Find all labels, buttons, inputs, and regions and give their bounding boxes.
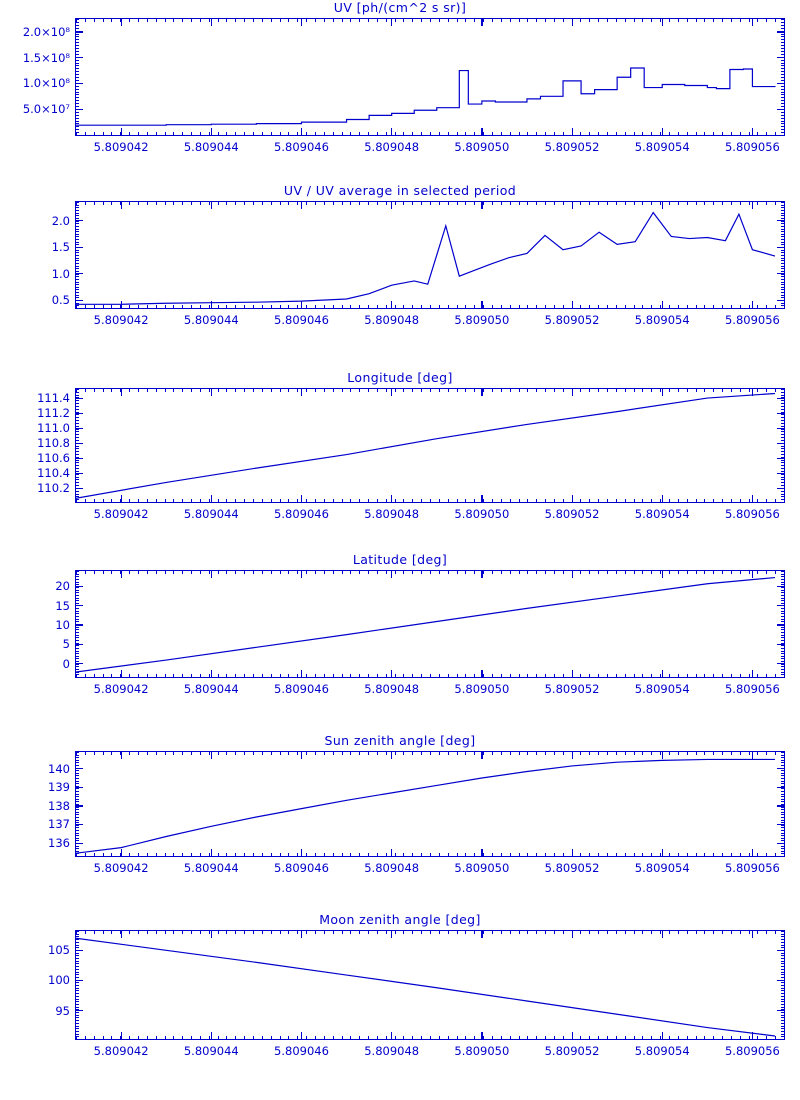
x-tick-label: 5.809050 xyxy=(454,507,510,521)
x-tick-label: 5.809050 xyxy=(454,140,510,154)
y-tick-label: 20 xyxy=(55,579,70,594)
y-tick-label: 5 xyxy=(62,637,70,652)
y-minor-tick xyxy=(76,502,79,503)
x-tick-label: 5.809044 xyxy=(183,507,239,521)
y-tick-label: 95 xyxy=(55,1003,70,1018)
plot-area-latitude xyxy=(55,570,785,696)
y-axis-labels xyxy=(4,389,76,502)
x-minor-tick xyxy=(784,931,785,934)
x-tick-label: 5.809056 xyxy=(724,682,780,696)
panel-title: UV / UV average in selected period xyxy=(283,183,517,198)
x-tick-label: 5.809056 xyxy=(724,861,780,875)
x-tick-label: 5.809052 xyxy=(544,313,600,327)
x-axis-labels xyxy=(76,308,784,328)
x-tick-label: 5.809054 xyxy=(634,140,690,154)
y-tick-label: 10 xyxy=(55,617,70,632)
x-minor-tick xyxy=(784,389,785,392)
x-tick-label: 5.809044 xyxy=(183,313,239,327)
x-minor-tick xyxy=(784,1036,785,1039)
x-tick-label: 5.809048 xyxy=(364,140,420,154)
y-minor-tick xyxy=(76,1039,79,1040)
data-series xyxy=(76,389,784,502)
y-tick-label: 136 xyxy=(48,836,70,850)
data-series xyxy=(76,752,784,856)
x-tick-label: 5.809052 xyxy=(544,1044,600,1058)
x-tick-label: 5.809048 xyxy=(364,861,420,875)
y-tick-label: 137 xyxy=(48,817,70,832)
x-axis-labels xyxy=(76,1039,784,1059)
data-series xyxy=(76,202,784,308)
x-tick-label: 5.809048 xyxy=(364,682,420,696)
y-minor-tick xyxy=(76,856,79,857)
y-tick-label: 105 xyxy=(48,943,70,958)
y-axis-labels xyxy=(4,931,76,1039)
y-tick-label: 5.0×10⁷ xyxy=(22,102,70,117)
x-tick-label: 5.809054 xyxy=(634,861,690,875)
plot-area-moon-zenith-angle xyxy=(48,930,785,1058)
x-tick-label: 5.809048 xyxy=(364,313,420,327)
y-minor-tick xyxy=(781,308,784,309)
y-axis-labels xyxy=(4,752,76,856)
data-series xyxy=(76,571,784,677)
y-tick-label: 110.2 xyxy=(37,481,70,496)
x-tick-label: 5.809052 xyxy=(544,682,600,696)
y-tick-label: 100 xyxy=(48,973,70,988)
y-minor-tick xyxy=(781,502,784,503)
x-tick-label: 5.809056 xyxy=(724,507,780,521)
x-tick-label: 5.809056 xyxy=(724,140,780,154)
y-minor-tick xyxy=(76,135,79,136)
panel-title: Sun zenith angle [deg] xyxy=(324,733,476,748)
y-tick-label: 0 xyxy=(62,656,70,671)
y-tick-label: 111.4 xyxy=(37,391,70,406)
y-tick-label: 138 xyxy=(48,798,70,813)
plot-area-longitude xyxy=(37,388,785,521)
y-tick-label: 1.0×10⁸ xyxy=(22,76,70,91)
y-tick-label: 139 xyxy=(48,780,70,795)
x-minor-tick xyxy=(784,132,785,135)
x-tick-label: 5.809054 xyxy=(634,1044,690,1058)
x-tick-label: 5.809052 xyxy=(544,507,600,521)
x-axis-labels xyxy=(76,677,784,697)
y-minor-tick xyxy=(76,308,79,309)
y-axis-labels xyxy=(4,571,76,677)
x-tick-label: 5.809046 xyxy=(274,313,329,327)
x-tick-label: 5.809046 xyxy=(274,140,329,154)
panel-title: UV [ph/(cm^2 s sr)] xyxy=(333,0,467,15)
x-minor-tick xyxy=(784,19,785,22)
x-tick-label: 5.809044 xyxy=(183,682,239,696)
y-minor-tick xyxy=(781,856,784,857)
x-tick-label: 5.809046 xyxy=(274,861,329,875)
x-tick-label: 5.809052 xyxy=(544,861,600,875)
x-axis-labels xyxy=(76,502,784,522)
y-axis-labels xyxy=(4,202,76,308)
x-axis-labels xyxy=(76,135,784,155)
y-tick-label: 110.4 xyxy=(37,466,70,481)
y-minor-tick xyxy=(781,135,784,136)
x-minor-tick xyxy=(784,499,785,502)
x-tick-label: 5.809046 xyxy=(274,1044,329,1058)
x-tick-label: 5.809046 xyxy=(274,507,329,521)
y-tick-label: 2.0×10⁸ xyxy=(22,24,70,39)
x-tick-label: 5.809054 xyxy=(634,313,690,327)
x-tick-label: 5.809042 xyxy=(93,507,149,521)
y-tick-label: 1.0 xyxy=(51,266,70,281)
x-tick-label: 5.809050 xyxy=(454,313,510,327)
x-minor-tick xyxy=(784,853,785,856)
y-tick-label: 1.5×10⁸ xyxy=(22,50,70,65)
panel-title: Longitude [deg] xyxy=(347,370,453,385)
y-tick-label: 111.0 xyxy=(37,421,70,436)
y-tick-label: 110.6 xyxy=(37,451,70,466)
plot-area-sun-zenith-angle xyxy=(48,751,785,875)
y-tick-label: 140 xyxy=(48,761,70,776)
x-minor-tick xyxy=(784,674,785,677)
plot-area-uv-ratio xyxy=(51,201,785,327)
x-axis-labels xyxy=(76,856,784,876)
y-minor-tick xyxy=(781,1039,784,1040)
x-tick-label: 5.809044 xyxy=(183,861,239,875)
x-minor-tick xyxy=(784,752,785,755)
data-series xyxy=(76,931,784,1039)
x-tick-label: 5.809056 xyxy=(724,313,780,327)
x-tick-label: 5.809042 xyxy=(93,313,149,327)
y-tick-label: 2.0 xyxy=(51,213,70,228)
y-tick-label: 110.8 xyxy=(37,436,70,451)
x-tick-label: 5.809046 xyxy=(274,682,329,696)
x-tick-label: 5.809048 xyxy=(364,507,420,521)
x-tick-label: 5.809048 xyxy=(364,1044,420,1058)
x-tick-label: 5.809050 xyxy=(454,861,510,875)
y-tick-label: 111.2 xyxy=(37,406,70,421)
y-tick-label: 15 xyxy=(55,598,70,613)
x-minor-tick xyxy=(784,305,785,308)
panel-title: Moon zenith angle [deg] xyxy=(319,912,481,927)
x-tick-label: 5.809054 xyxy=(634,507,690,521)
x-tick-label: 5.809042 xyxy=(93,682,149,696)
y-tick-label: 1.5 xyxy=(51,240,70,255)
x-tick-label: 5.809042 xyxy=(93,1044,149,1058)
x-tick-label: 5.809044 xyxy=(183,1044,239,1058)
x-minor-tick xyxy=(784,202,785,205)
panel-title: Latitude [deg] xyxy=(352,552,448,567)
y-tick-label: 0.5 xyxy=(51,293,70,308)
y-minor-tick xyxy=(76,677,79,678)
x-tick-label: 5.809050 xyxy=(454,1044,510,1058)
x-tick-label: 5.809054 xyxy=(634,682,690,696)
x-tick-label: 5.809042 xyxy=(93,861,149,875)
x-tick-label: 5.809056 xyxy=(724,1044,780,1058)
x-tick-label: 5.809052 xyxy=(544,140,600,154)
x-tick-label: 5.809050 xyxy=(454,682,510,696)
plot-area-uv-radiance xyxy=(22,18,785,154)
x-minor-tick xyxy=(784,571,785,574)
data-series xyxy=(76,19,784,135)
x-tick-label: 5.809042 xyxy=(93,140,149,154)
y-minor-tick xyxy=(781,677,784,678)
x-tick-label: 5.809044 xyxy=(183,140,239,154)
y-axis-labels xyxy=(4,19,76,135)
